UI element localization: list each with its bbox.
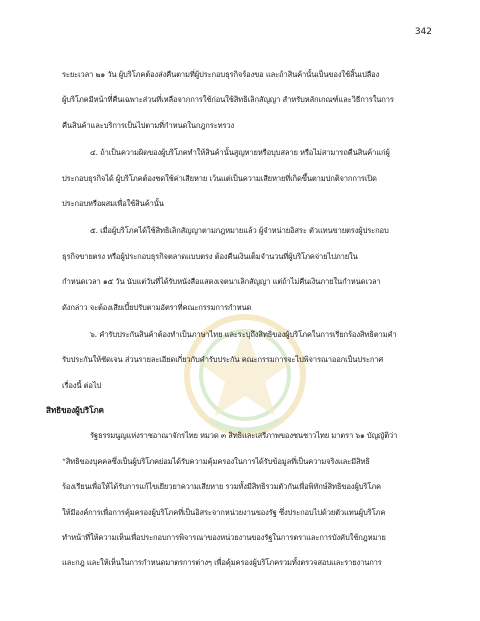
section-heading: สิทธิของผู้บริโภค (46, 405, 104, 416)
text-line: กำหนดเวลา ๑๕ วัน นับแต่วันที่ได้รับหนังสือแสดงเจตนาเลิกสัญญา แต่ถ้าไม่คืนเงินภายในกำหนดเวลา (62, 277, 381, 287)
text-line: ๔. ถ้าเป็นความผิดของผู้บริโภคทำให้สินค้านั้นสูญหายหรือบุบสลาย หรือไม่สามารถคืนสินค้าแก่ผู้ (90, 148, 390, 158)
text-line: เรื่องนี้ ต่อไป (62, 380, 102, 390)
document-body (46, 62, 432, 576)
text-line: และกฎ และให้เห็นในการกำหนดมาตรการต่างๆ เพื่อคุ้มครองผู้บริโภครวมทั้งตรวจสอบและรายงานการ (62, 558, 382, 568)
paragraph (62, 322, 432, 398)
paragraph (62, 423, 432, 575)
text-line: รับประกันให้ชัดเจน ส่วนรายละเอียดเกี่ยวกับคำรับประกัน คณะกรรมการจะไปพิจารณาออกเป็นประกาศ (62, 355, 384, 365)
text-line: ดังกล่าว จะต้องเสียเบี้ยปรับตามอัตราที่คณะกรรมการกำหนด (62, 302, 252, 312)
text-line: ทำหน้าที่ให้ความเห็นเพื่อประกอบการพิจารณาของหน่วยงานของรัฐในการตราและการบังคับใช้กฎหมาย (62, 533, 386, 543)
text-line: ผู้บริโภคมีหน้าที่คืนเฉพาะส่วนที่เหลือจากการใช้ก่อนใช้สิทธิเลิกสัญญา สำหรับหลักเกณฑ์และวิธีการในการ (62, 95, 394, 105)
text-line: ให้มีองค์การเพื่อการคุ้มครองผู้บริโภคที่เป็นอิสระจากหน่วยงานของรัฐ ซึ่งประกอบไปด้วยตัวแทนผู้บริโภค (62, 507, 386, 517)
text-line: ๕. เมื่อผู้บริโภคได้ใช้สิทธิเลิกสัญญาตามกฎหมายแล้ว ผู้จำหน่ายอิสระ ตัวแทนขายตรงผู้ประกอบ (90, 226, 389, 236)
paragraph (62, 218, 432, 320)
text-line: “สิทธิของบุคคลซึ่งเป็นผู้บริโภคย่อมได้รับความคุ้มครองในการได้รับข้อมูลที่เป็นความจริงและมีสิทธิ (62, 456, 370, 466)
text-line: ธุรกิจขายตรง หรือผู้ประกอบธุรกิจตลาดแบบตรง ต้องคืนเงินเต็มจำนวนที่ผู้บริโภคจ่ายไปภายใน (62, 251, 358, 261)
text-line: ประกอบธุรกิจได้ ผู้บริโภคต้องชดใช้ค่าเสียหาย เว้นแต่เป็นความเสียหายที่เกิดขึ้นตามปกติจากการเปิด (62, 173, 377, 183)
text-line: ร้องเรียนเพื่อให้ได้รับการแก้ไขเยียวยาความเสียหาย รวมทั้งมีสิทธิรวมตัวกันเพื่อพิทักษ์สิทธิของผู้บริโภค (62, 482, 381, 492)
text-line: รัฐธรรมนูญแห่งราชอาณาจักรไทย หมวด ๓ สิทธิและเสรีภาพของชนชาวไทย มาตรา ๖๑ บัญญัติว่า (90, 431, 398, 441)
paragraph (62, 62, 432, 138)
text-line: ๖. คำรับประกันสินค้าต้องทำเป็นภาษาไทย และระบุถึงสิทธิของผู้บริโภคในการเรียกร้องสิทธิตามคำ (90, 329, 397, 339)
paragraph (62, 140, 432, 216)
page-number: 342 (414, 27, 432, 37)
text-line: ประกอบหรือผสมเพื่อใช้สินค้านั้น (62, 198, 164, 208)
text-line: ระยะเวลา ๒๑ วัน ผู้บริโภคต้องส่งคืนตามที่ผู้ประกอบธุรกิจร้องขอ และถ้าสินค้านั้นเป็นของใช้สิ้นเปลือง (62, 70, 380, 79)
text-line: คืนสินค้าและบริการเป็นไปตามที่กำหนดในกฎกระทรวง (62, 120, 235, 130)
